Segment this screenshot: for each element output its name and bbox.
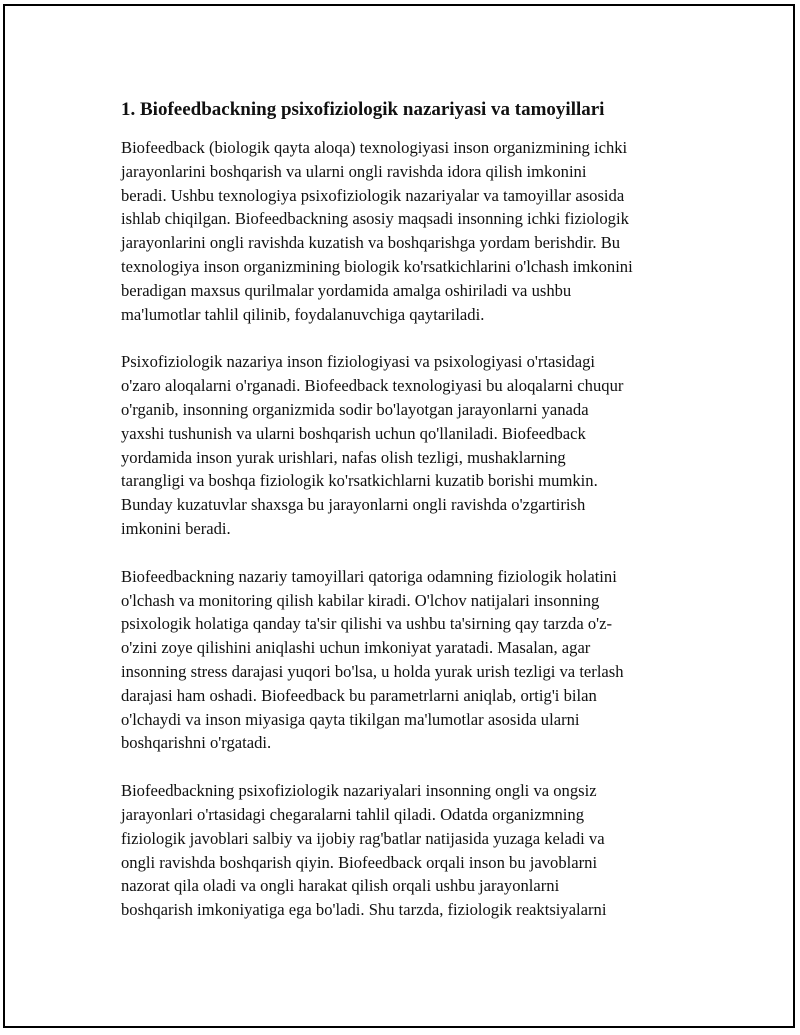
text-line: ma'lumotlar tahlil qilinib, foydalanuvchiga qaytariladi. <box>121 304 485 324</box>
text-line: o'rganib, insonning organizmida sodir bo'layotgan jarayonlarni yanada <box>121 399 589 419</box>
text-line: fiziologik javoblari salbiy va ijobiy rag'batlar natijasida yuzaga keladi va <box>121 828 605 848</box>
text-line: o'lchaydi va inson miyasiga qayta tikilgan ma'lumotlar asosida ularni <box>121 709 580 729</box>
text-line: boshqarishni o'rgatadi. <box>121 733 272 753</box>
text-line: Psixofiziologik nazariya inson fiziologiyasi va psixologiyasi o'rtasidagi <box>121 352 595 372</box>
paragraph-1 <box>121 136 705 326</box>
text-line: ishlab chiqilgan. Biofeedbackning asosiy maqsadi insonning ichki fiziologik <box>121 209 629 229</box>
text-line: psixologik holatiga qanday ta'sir qilishi va ushbu ta'sirning qay tarzda o'z- <box>121 614 613 634</box>
text-line: darajasi ham oshadi. Biofeedback bu parametrlarni aniqlab, ortig'i bilan <box>121 685 597 705</box>
paragraph-2 <box>121 350 705 540</box>
text-line: insonning stress darajasi yuqori bo'lsa, u holda yurak urish tezligi va terlash <box>121 661 624 681</box>
text-line: o'zini zoye qilishini aniqlashi uchun imkoniyat yaratadi. Masalan, agar <box>121 638 591 658</box>
document-body <box>121 98 705 946</box>
text-line: Biofeedback (biologik qayta aloqa) texnologiyasi inson organizmining ichki <box>121 138 628 157</box>
text-line: jarayonlarini boshqarish va ularni ongli ravishda idora qilish imkonini <box>121 161 587 181</box>
document-page <box>3 4 795 1028</box>
paragraph-3 <box>121 565 705 755</box>
text-line: tarangligi va boshqa fiziologik ko'rsatkichlarni kuzatib borishi mumkin. <box>121 471 598 491</box>
text-line: Bunday kuzatuvlar shaxsga bu jarayonlarni ongli ravishda o'zgartirish <box>121 495 586 515</box>
text-line: o'zaro aloqalarni o'rganadi. Biofeedback texnologiyasi bu aloqalarni chuqur <box>121 376 624 396</box>
text-line: jarayonlarini ongli ravishda kuzatish va boshqarishga yordam berishdir. Bu <box>121 233 621 253</box>
section-heading: 1. Biofeedbackning psixofiziologik nazariyasi va tamoyillari <box>121 99 605 120</box>
text-line: beradigan maxsus qurilmalar yordamida amalga oshiriladi va ushbu <box>121 280 572 300</box>
text-line: jarayonlari o'rtasidagi chegaralarni tahlil qiladi. Odatda organizmning <box>121 804 584 824</box>
text-line: Biofeedbackning nazariy tamoyillari qatoriga odamning fiziologik holatini <box>121 566 617 586</box>
text-line: ongli ravishda boshqarish qiyin. Biofeedback orqali inson bu javoblarni <box>121 852 598 872</box>
text-line: Biofeedbackning psixofiziologik nazariyalari insonning ongli va ongsiz <box>121 781 597 801</box>
text-line: yordamida inson yurak urishlari, nafas olish tezligi, mushaklarning <box>121 447 566 467</box>
paragraph-4 <box>121 779 705 922</box>
text-line: o'lchash va monitoring qilish kabilar kiradi. O'lchov natijalari insonning <box>121 590 600 610</box>
text-line: beradi. Ushbu texnologiya psixofiziologik nazariyalar va tamoyillar asosida <box>121 185 625 205</box>
text-line: imkonini beradi. <box>121 518 231 538</box>
text-line: yaxshi tushunish va ularni boshqarish uchun qo'llaniladi. Biofeedback <box>121 423 586 443</box>
text-line: boshqarish imkoniyatiga ega bo'ladi. Shu tarzda, fiziologik reaktsiyalarni <box>121 900 607 920</box>
text-line: nazorat qila oladi va ongli harakat qilish orqali ushbu jarayonlarni <box>121 876 560 896</box>
text-line: texnologiya inson organizmining biologik ko'rsatkichlarini o'lchash imkonini <box>121 256 633 276</box>
